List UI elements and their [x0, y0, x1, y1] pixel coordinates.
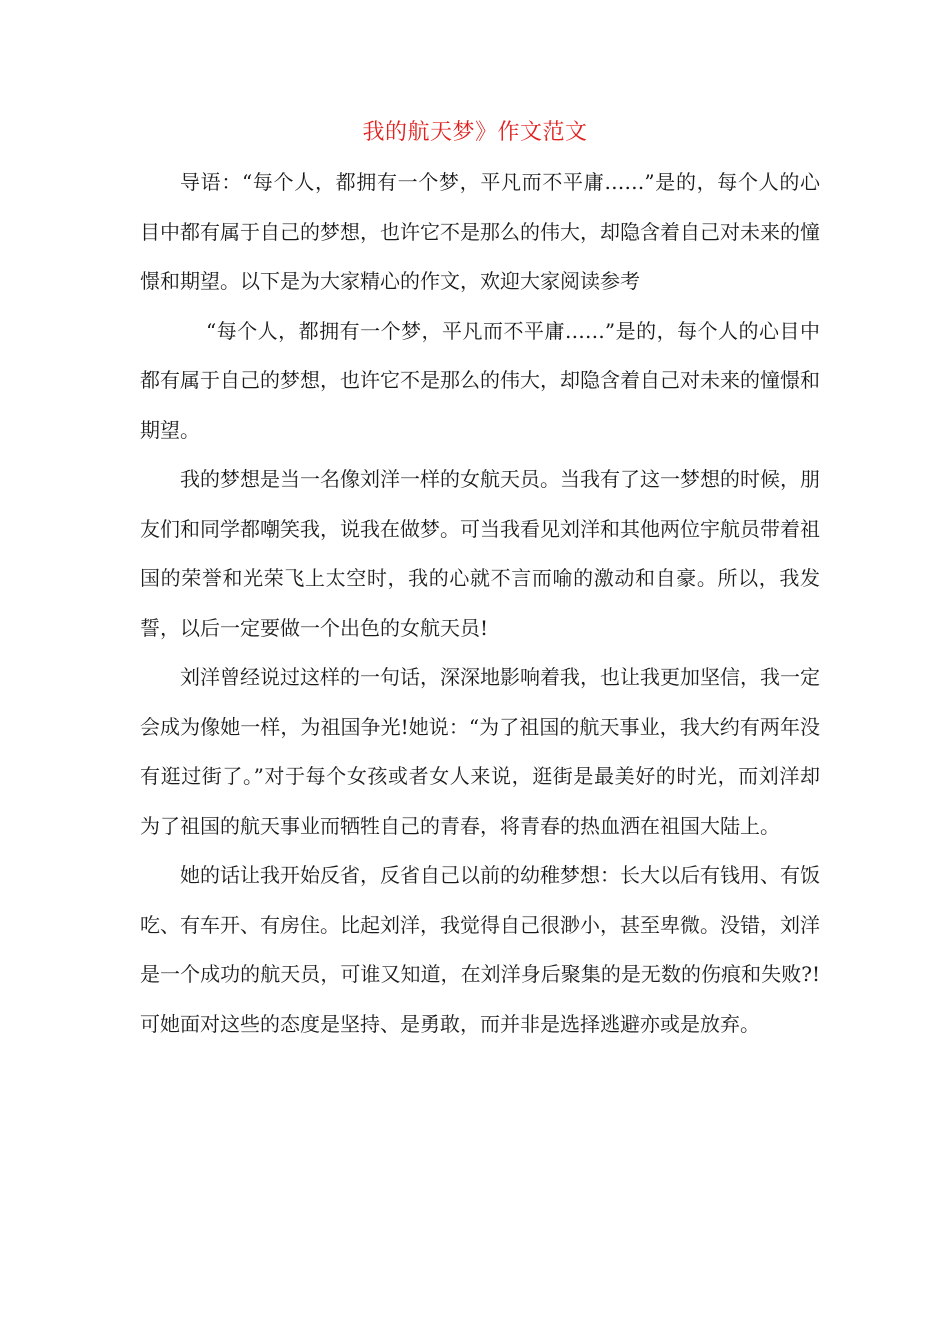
body-paragraph: 她的话让我开始反省，反省自己以前的幼稚梦想：长大以后有钱用、有饭吃、有车开、有房住。比起刘洋，我觉得自己很渺小，甚至卑微。没错，刘洋是一个成功的航天员，可谁又知道，在刘洋身后聚集的是无数的伤痕和失败?!可她面对这些的态度是坚持、是勇敢，而并非是选择逃避亦或是放弃。	[140, 863, 820, 1036]
body-paragraph: 我的梦想是当一名像刘洋一样的女航天员。当我有了这一梦想的时候，朋友们和同学都嘲笑我，说我在做梦。可当我看见刘洋和其他两位宇航员带着祖国的荣誉和光荣飞上太空时，我的心就不言而喻的激动和自豪。所以，我发誓，以后一定要做一个出色的女航天员!	[140, 467, 820, 640]
body-paragraph: 刘洋曾经说过这样的一句话，深深地影响着我，也让我更加坚信，我一定会成为像她一样，为祖国争光!她说：“为了祖国的航天事业，我大约有两年没有逛过街了。”对于每个女孩或者女人来说，逛街是最美好的时光，而刘洋却为了祖国的航天事业而牺牲自己的青春，将青春的热血洒在祖国大陆上。	[140, 665, 820, 838]
intro-paragraph: 导语：“每个人，都拥有一个梦，平凡而不平庸……”是的，每个人的心目中都有属于自己的梦想，也许它不是那么的伟大，却隐含着自己对未来的憧憬和期望。以下是为大家精心的作文，欢迎大家阅读参考	[140, 170, 820, 293]
body-paragraph: “每个人，都拥有一个梦，平凡而不平庸……”是的，每个人的心目中都有属于自己的梦想，也许它不是那么的伟大，却隐含着自己对未来的憧憬和期望。	[140, 318, 820, 442]
document-body	[140, 158, 820, 1049]
document-title: 我的航天梦》作文范文	[362, 120, 588, 145]
